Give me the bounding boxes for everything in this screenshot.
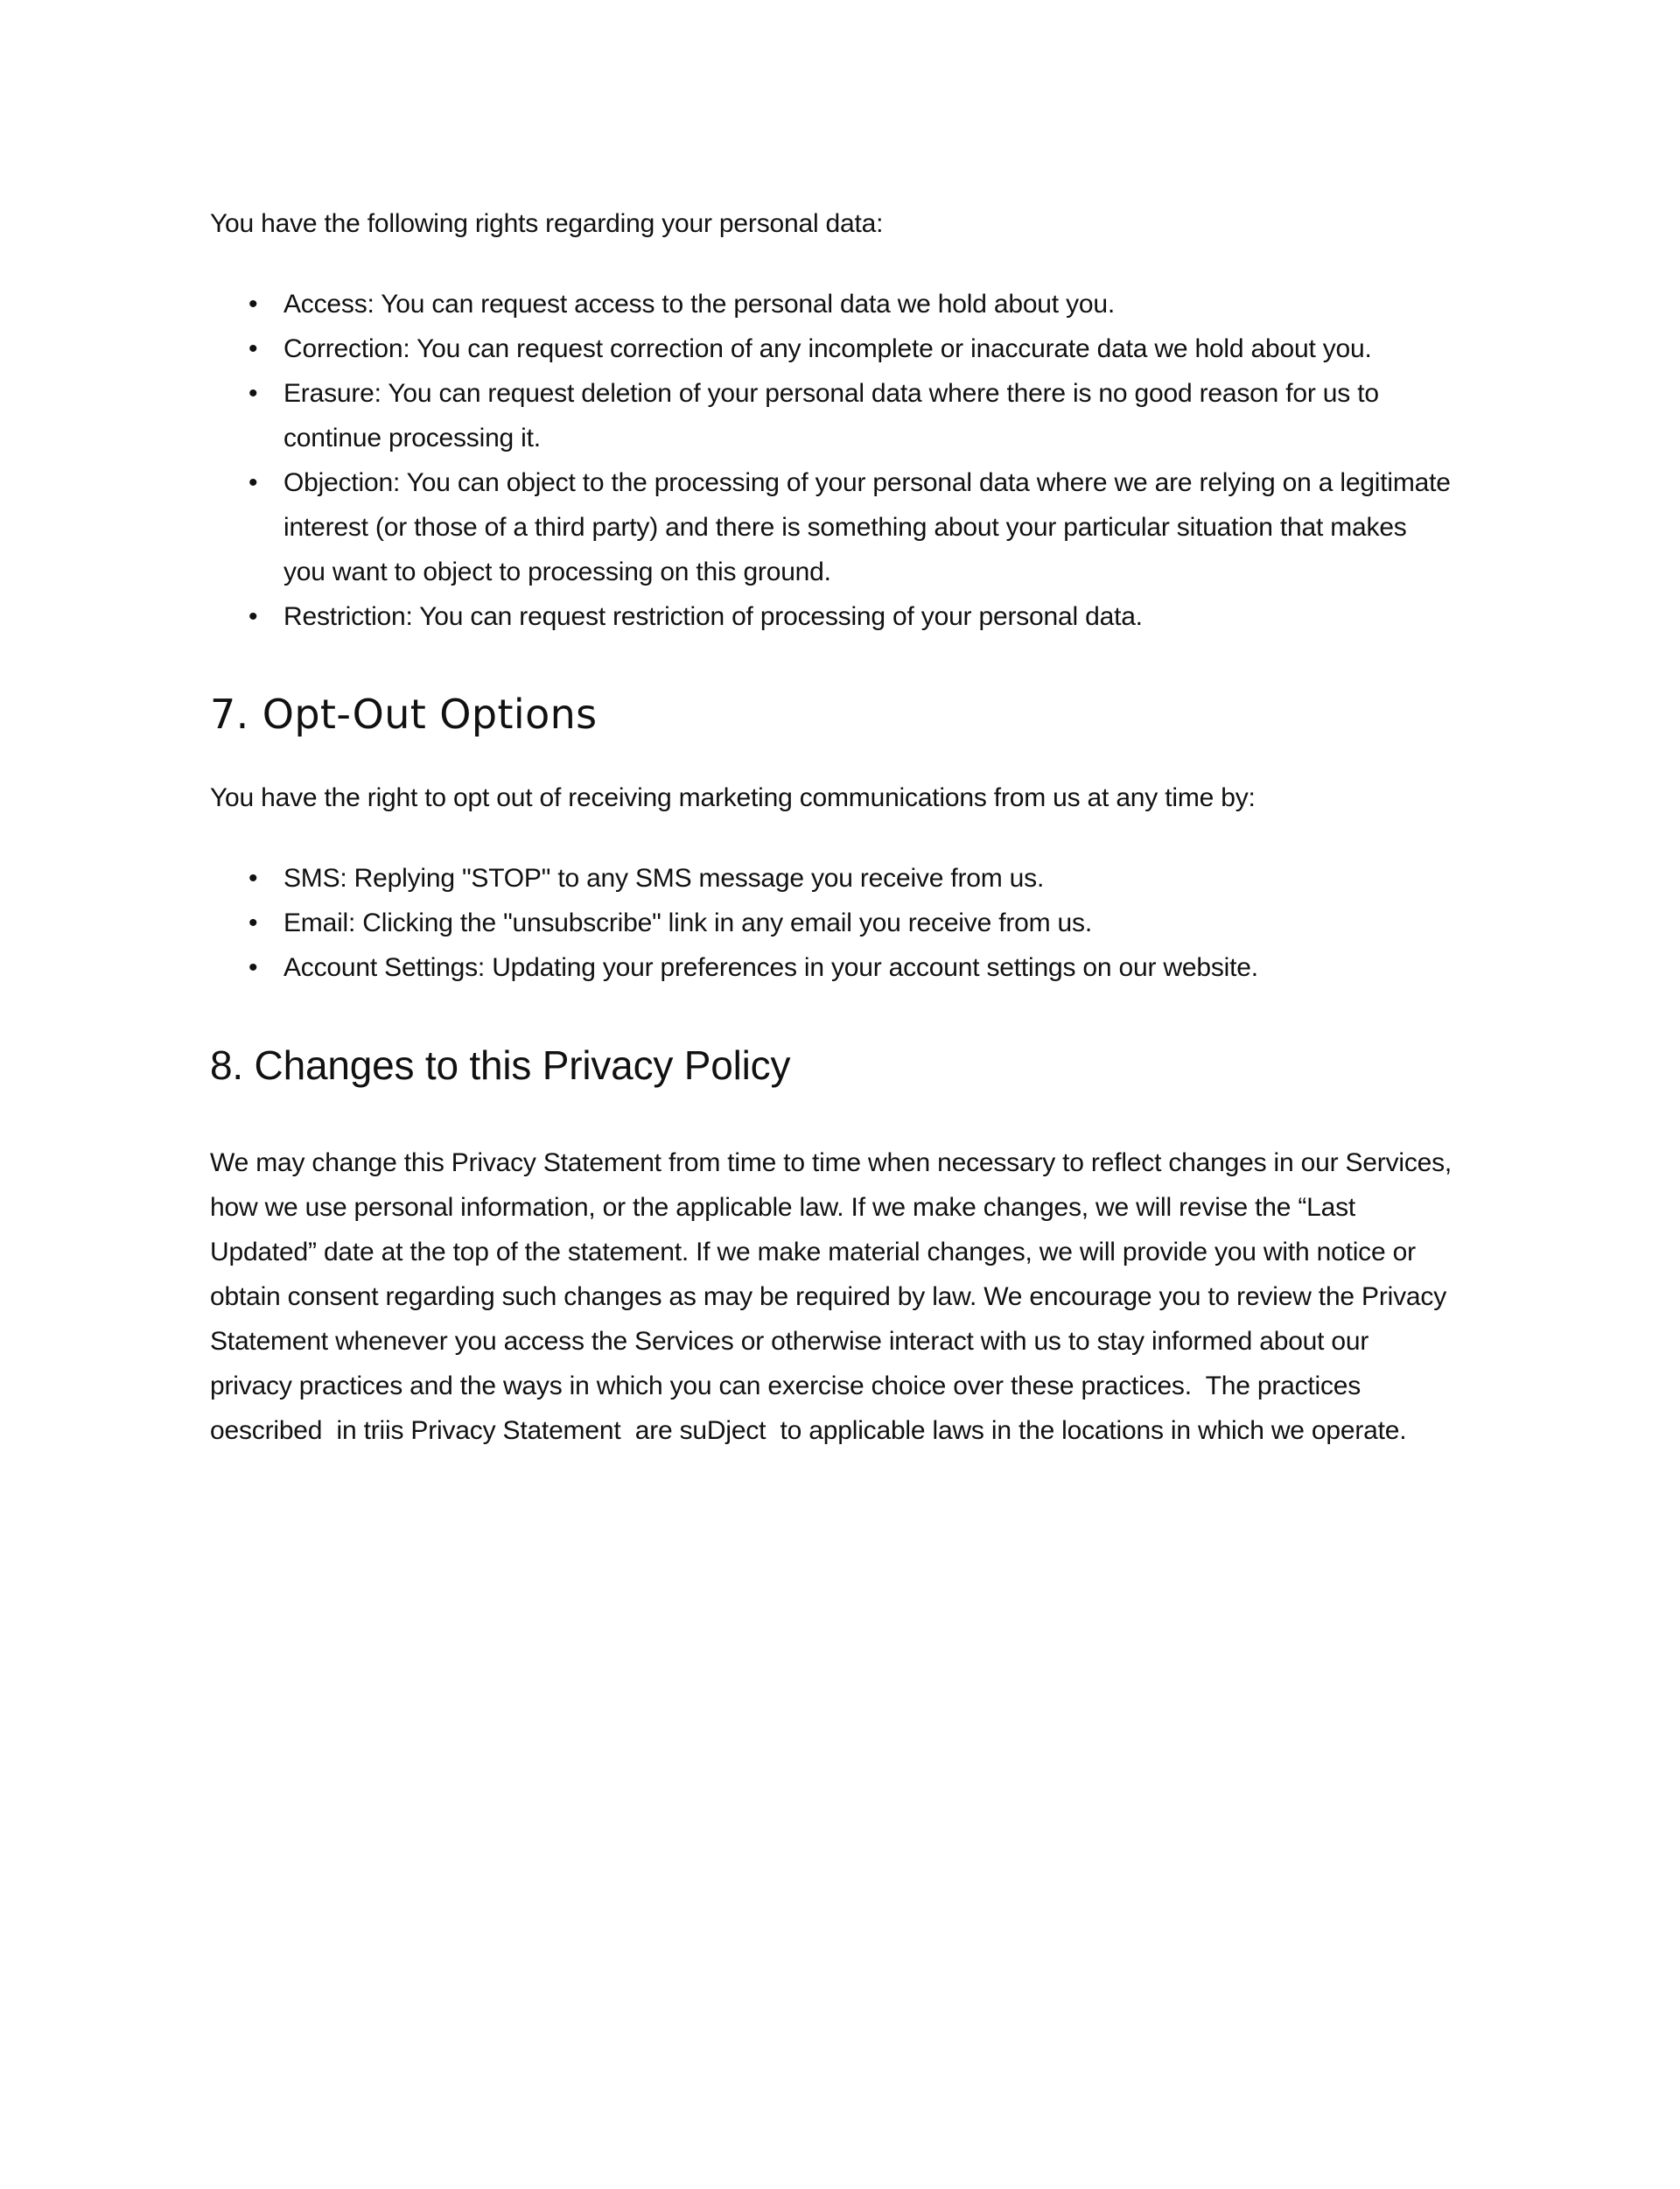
bullet-icon: • bbox=[248, 909, 258, 937]
list-item-label: Correction: You can request correction of any incomplete or inaccurate data we hold about you. bbox=[284, 334, 1372, 363]
bullet-icon: • bbox=[248, 334, 258, 363]
document-content bbox=[210, 201, 1460, 1453]
list-item bbox=[210, 594, 1452, 639]
bullet-icon: • bbox=[248, 468, 258, 497]
list-item bbox=[210, 326, 1452, 371]
spacer bbox=[210, 990, 1452, 1039]
list-item bbox=[210, 371, 1452, 460]
spacer bbox=[210, 639, 1452, 688]
list-item bbox=[210, 282, 1452, 326]
bullet-icon: • bbox=[248, 379, 258, 408]
rights-intro-paragraph: You have the following rights regarding your personal data: bbox=[210, 209, 884, 238]
spacer bbox=[210, 247, 1452, 282]
list-item-label: Objection: You can object to the processing of your personal data where we are relying on a legitimate interest (or those of a third party) and there is something about your particular situation that makes you want to object to processing on this ground. bbox=[284, 468, 1451, 586]
spacer bbox=[210, 1091, 1452, 1140]
opt-out-intro-paragraph: You have the right to opt out of receiving marketing communications from us at any time by: bbox=[210, 783, 1256, 812]
rights-bullet-list bbox=[210, 282, 1452, 639]
bullet-icon: • bbox=[248, 602, 258, 631]
bullet-icon: • bbox=[248, 864, 258, 893]
section-heading-changes-to-this-privacy-policy: 8. Changes to this Privacy Policy bbox=[210, 1042, 791, 1088]
list-item bbox=[210, 856, 1452, 901]
list-item-label: Account Settings: Updating your preferences in your account settings on our website. bbox=[284, 953, 1258, 982]
changes-body-paragraph: We may change this Privacy Statement from time to time when necessary to reflect changes in our Services, how we use personal information, or the applicable law. If we make changes, we will revise the “Last Updated” date at the top of the statement. If we make material changes, we will provide you with notice or obtain consent regarding such changes as may be required by law. We encourage you to review the Privacy Statement whenever you access the Services or otherwise interact with us to stay informed about our privacy practices and the ways in which you can exercise choice over these practices. The practices oescribed in triis Privacy Statement are suDject to applicable laws in the locations in which we operate. bbox=[210, 1148, 1460, 1445]
spacer bbox=[210, 821, 1452, 856]
list-item-label: Access: You can request access to the personal data we hold about you. bbox=[284, 290, 1115, 319]
spacer bbox=[210, 740, 1452, 775]
section-heading-opt-out-options: 7. Opt-Out Options bbox=[210, 691, 598, 738]
list-item-label: Erasure: You can request deletion of your personal data where there is no good reason for us to continue processing it. bbox=[284, 379, 1379, 453]
bullet-icon: • bbox=[248, 953, 258, 982]
list-item bbox=[210, 945, 1452, 990]
list-item-label: Restriction: You can request restriction of processing of your personal data. bbox=[284, 602, 1143, 631]
list-item-label: Email: Clicking the "unsubscribe" link in any email you receive from us. bbox=[284, 909, 1092, 937]
opt-out-bullet-list bbox=[210, 856, 1452, 990]
list-item-label: SMS: Replying "STOP" to any SMS message you receive from us. bbox=[284, 864, 1045, 893]
list-item bbox=[210, 901, 1452, 945]
bullet-icon: • bbox=[248, 290, 258, 319]
list-item bbox=[210, 460, 1452, 594]
